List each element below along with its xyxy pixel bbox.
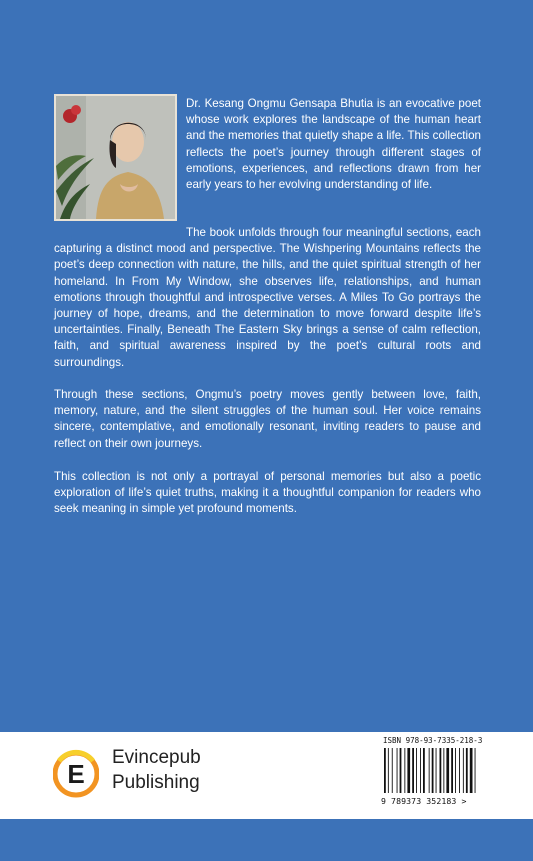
author-photo [54, 94, 177, 221]
barcode-bar [455, 748, 456, 793]
isbn-label: ISBN 978-93-7335-218-3 [383, 736, 483, 745]
blurb-paragraph-1: Dr. Kesang Ongmu Gensapa Bhutia is an evocative poet whose work explores the landscape of the human heart and the memories that quietly shape a life. This collection reflects the poet’s journey through different stages of emotions, experiences, and reflections drawn from her early years to her evolving understanding of life. [186, 97, 481, 192]
barcode-bar [459, 748, 460, 793]
barcode-bar [475, 748, 476, 793]
blurb-paragraph-2: The book unfolds through four meaningful sections, each capturing a distinct mood and perspective. The Wishpering Mountains reflects the poet’s deep connection with nature, the hills, and the quiet spiritual strength of her homeland. In From My Window, she observes life, relationships, and human emotions through thoughtful and introspective verses. A Miles To Go portrays the journey of hope, dreams, and the determination to move forward despite life’s uncertainties. Finally, Beneath The Eastern Sky brings a sense of calm reflection, faith, and spiritual awareness inspired by the poet’s cultural roots and surroundings. [54, 226, 481, 369]
barcode-bar [404, 748, 405, 793]
barcode-bar [412, 748, 414, 793]
barcode-bar [466, 748, 468, 793]
barcode-bar [416, 748, 417, 793]
barcode-bar [407, 748, 410, 793]
publisher-name-line2: Publishing [112, 772, 200, 793]
barcode-bar [429, 748, 430, 793]
barcode-bar [397, 748, 398, 793]
barcode-bar [451, 748, 453, 793]
publisher-logo-icon [53, 741, 99, 799]
blurb-paragraph-3: Through these sections, Ongmu’s poetry moves gently between love, faith, memory, nature, and the silent struggles of the human soul. Her voice remains sincere, contemplative, and emotionally resonant, inviting readers to pause and reflect on their own journeys. [54, 388, 481, 450]
logo-letter: E [67, 759, 85, 789]
barcode-bar [423, 748, 425, 793]
barcode-icon [383, 748, 479, 793]
barcode-bar [388, 748, 389, 793]
barcode-bar [400, 748, 402, 793]
blurb-paragraph-4: This collection is not only a portrayal of personal memories but also a poetic exploration of life’s quiet truths, making it a thoughtful companion for readers who seek meaning in simple yet profound moments. [54, 470, 481, 516]
barcode-bar [384, 748, 386, 793]
barcode-bar [440, 748, 442, 793]
barcode-bar [392, 748, 393, 793]
barcode-bar [436, 748, 437, 793]
barcode-bar [463, 748, 464, 793]
barcode-bar [446, 748, 449, 793]
author-portrait-photo-icon [56, 96, 175, 219]
barcode-bar [470, 748, 473, 793]
barcode-bar [432, 748, 434, 793]
barcode-bar [420, 748, 421, 793]
barcode-bar [443, 748, 444, 793]
publisher-name-line1: Evincepub [112, 747, 201, 768]
barcode-digits: 9 789373 352183 > [381, 796, 467, 806]
